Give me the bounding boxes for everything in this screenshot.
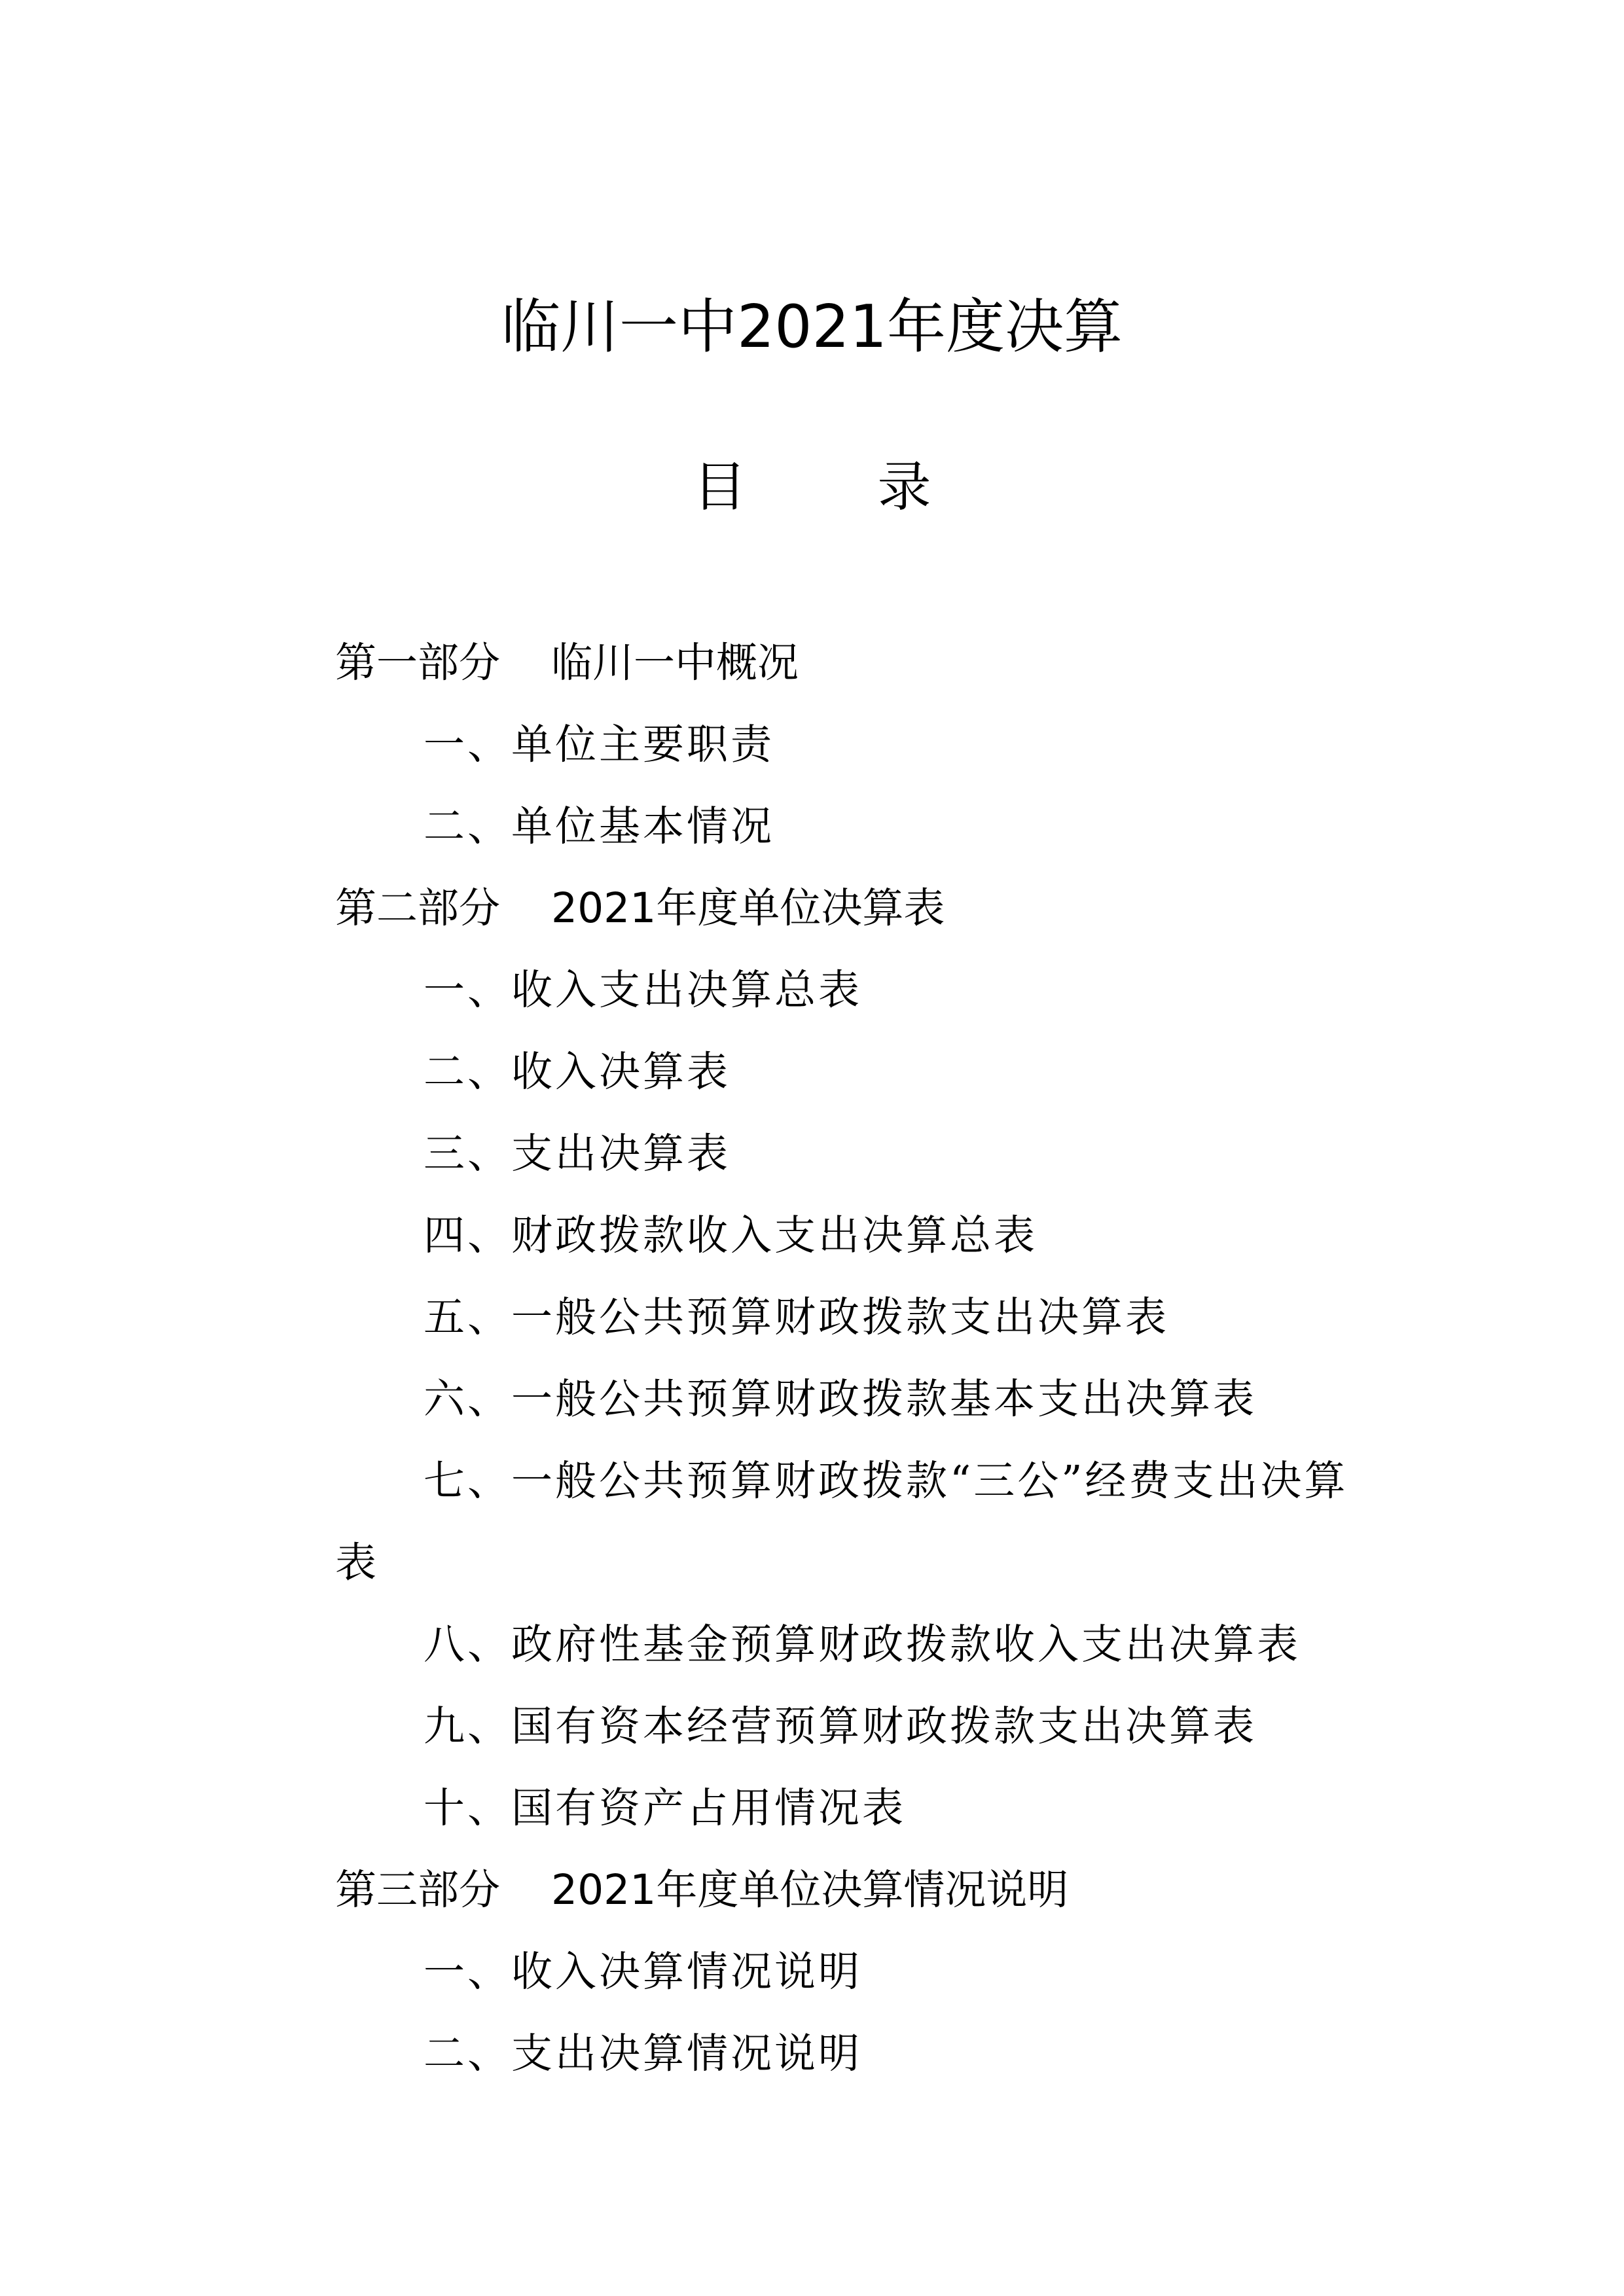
document-title: 临川一中2021年度决算 (501, 293, 1123, 361)
table-of-contents (335, 622, 1409, 2094)
toc-item-continuation[interactable]: 表 (335, 1539, 379, 1587)
toc-part-title: 2021年度单位决算表 (551, 884, 945, 932)
toc-part-1[interactable] (335, 622, 1409, 704)
toc-item[interactable]: 五、一般公共预算财政拨款支出决算表 (424, 1293, 1169, 1341)
toc-item[interactable]: 一、单位主要职责 (424, 721, 774, 768)
toc-item[interactable]: 四、财政拨款收入支出决算总表 (424, 1211, 1038, 1259)
toc-item[interactable]: 一、收入支出决算总表 (424, 966, 862, 1014)
toc-item[interactable]: 六、一般公共预算财政拨款基本支出决算表 (424, 1375, 1257, 1423)
toc-item[interactable]: 二、单位基本情况 (424, 802, 774, 850)
toc-item[interactable]: 三、支出决算表 (424, 1130, 731, 1177)
toc-part-3[interactable] (335, 1849, 1409, 1931)
toc-part-label: 第一部分 (335, 639, 500, 687)
toc-item[interactable]: 二、收入决算表 (424, 1048, 731, 1096)
toc-heading: 目录 (693, 456, 1062, 518)
toc-item[interactable]: 一、收入决算情况说明 (424, 1948, 862, 1996)
toc-part-label: 第二部分 (335, 884, 500, 932)
toc-item[interactable]: 七、一般公共预算财政拨款“三公”经费支出决算 (424, 1457, 1348, 1505)
toc-part-2[interactable] (335, 867, 1409, 949)
toc-part-title: 2021年度单位决算情况说明 (551, 1866, 1069, 1914)
toc-item[interactable]: 八、政府性基金预算财政拨款收入支出决算表 (424, 1621, 1301, 1668)
toc-part-title: 临川一中概况 (551, 639, 799, 687)
toc-part-label: 第三部分 (335, 1866, 500, 1914)
toc-item[interactable]: 九、国有资本经营预算财政拨款支出决算表 (424, 1702, 1257, 1750)
toc-item[interactable]: 十、国有资产占用情况表 (424, 1784, 906, 1832)
toc-item[interactable]: 二、支出决算情况说明 (424, 2030, 862, 2077)
